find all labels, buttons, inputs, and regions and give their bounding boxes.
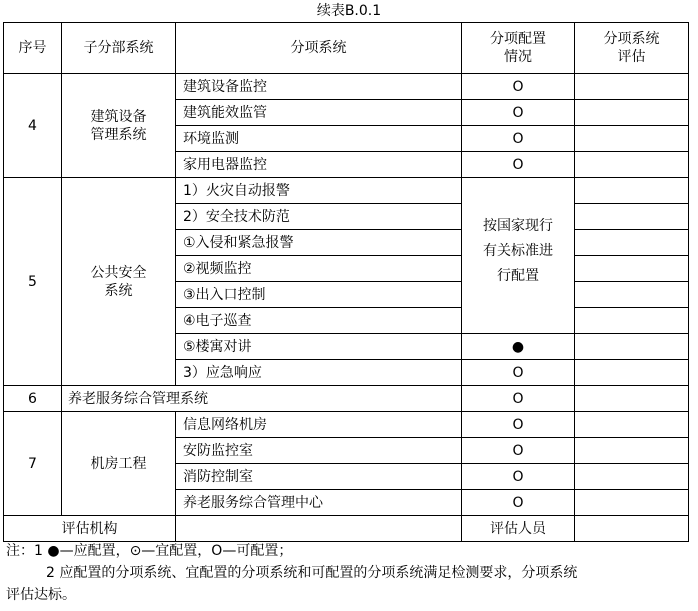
eval-cell[interactable] — [575, 490, 689, 516]
system-item: 安防监控室 — [176, 438, 462, 464]
group5-name-line2: 系统 — [104, 282, 133, 299]
config-mark: O — [462, 438, 575, 464]
header-row — [4, 23, 689, 74]
eval-cell[interactable] — [575, 74, 689, 100]
config-mark: O — [462, 360, 575, 386]
config-mark: O — [462, 74, 575, 100]
config-mark: O — [462, 100, 575, 126]
group6-seq: 6 — [4, 386, 62, 412]
config-mark: O — [462, 386, 575, 412]
eval-cell[interactable] — [575, 126, 689, 152]
system-item: ④电子巡查 — [176, 308, 462, 334]
assessor-value-cell[interactable] — [575, 516, 689, 542]
merged-config-line2: 有关标准进 — [483, 243, 553, 259]
system-item: 环境监测 — [176, 126, 462, 152]
eval-cell[interactable] — [575, 178, 689, 204]
system-item: ③出入口控制 — [176, 282, 462, 308]
eval-cell[interactable] — [575, 464, 689, 490]
eval-cell[interactable] — [575, 100, 689, 126]
system-item: 2）安全技术防范 — [176, 204, 462, 230]
group4-seq: 4 — [4, 74, 62, 178]
signature-row — [4, 516, 689, 542]
merged-config-note — [462, 178, 575, 334]
system-item: 养老服务综合管理中心 — [176, 490, 462, 516]
table-row — [4, 74, 689, 100]
header-config-line1: 分项配置 — [490, 31, 546, 47]
eval-cell[interactable] — [575, 308, 689, 334]
header-subsystem: 子分部系统 — [62, 23, 176, 74]
eval-cell[interactable] — [575, 438, 689, 464]
assessor-label: 评估人员 — [462, 516, 575, 542]
eval-cell[interactable] — [575, 412, 689, 438]
group5-seq: 5 — [4, 178, 62, 386]
config-mark: O — [462, 152, 575, 178]
config-mark: O — [462, 490, 575, 516]
eval-cell[interactable] — [575, 360, 689, 386]
header-config-line2: 情况 — [504, 49, 532, 65]
group5-name — [62, 178, 176, 386]
system-item: 建筑能效监管 — [176, 100, 462, 126]
table-row — [4, 412, 689, 438]
system-item: 1）火灾自动报警 — [176, 178, 462, 204]
system-item: ⑤楼寓对讲 — [176, 334, 462, 360]
note-line-2: 2 应配置的分项系统、宜配置的分项系统和可配置的分项系统满足检测要求，分项系统 — [46, 565, 578, 581]
merged-config-line1: 按国家现行 — [483, 218, 553, 234]
system-item: ②视频监控 — [176, 256, 462, 282]
table-row — [4, 178, 689, 204]
eval-cell[interactable] — [575, 152, 689, 178]
eval-cell[interactable] — [575, 334, 689, 360]
eval-cell[interactable] — [575, 204, 689, 230]
evaluation-table — [3, 22, 689, 542]
config-mark: O — [462, 126, 575, 152]
system-item: 家用电器监控 — [176, 152, 462, 178]
note-line-3: 评估达标。 — [6, 587, 76, 603]
agency-value-cell[interactable] — [176, 516, 462, 542]
merged-config-line3: 行配置 — [497, 268, 539, 284]
system-item: 3）应急响应 — [176, 360, 462, 386]
group5-name-line1: 公共安全 — [90, 264, 147, 281]
table-notes — [6, 540, 696, 606]
eval-cell[interactable] — [575, 282, 689, 308]
header-system: 分项系统 — [176, 23, 462, 74]
eval-cell[interactable] — [575, 256, 689, 282]
header-eval-line2: 评估 — [617, 49, 646, 65]
system-item: 信息网络机房 — [176, 412, 462, 438]
eval-cell[interactable] — [575, 386, 689, 412]
system-item: 建筑设备监控 — [176, 74, 462, 100]
agency-label: 评估机构 — [4, 516, 176, 542]
group7-name: 机房工程 — [62, 412, 176, 516]
header-config — [462, 23, 575, 74]
group6-name: 养老服务综合管理系统 — [62, 386, 462, 412]
config-mark: O — [462, 412, 575, 438]
system-item: ①入侵和紧急报警 — [176, 230, 462, 256]
group7-seq: 7 — [4, 412, 62, 516]
group4-name-line1: 建筑设备 — [90, 108, 147, 125]
header-seq: 序号 — [4, 23, 62, 74]
system-item: 消防控制室 — [176, 464, 462, 490]
header-eval — [575, 23, 689, 74]
eval-cell[interactable] — [575, 230, 689, 256]
group4-name-line2: 管理系统 — [90, 126, 147, 143]
config-mark: O — [462, 464, 575, 490]
table-caption: 续表B.0.1 — [316, 3, 382, 19]
table-row — [4, 386, 689, 412]
note-line-1: 注：1 ●—应配置，⊙—宜配置，O—可配置； — [6, 543, 293, 559]
header-eval-line1: 分项系统 — [603, 31, 660, 47]
group4-name — [62, 74, 176, 178]
config-mark: ● — [462, 334, 575, 360]
